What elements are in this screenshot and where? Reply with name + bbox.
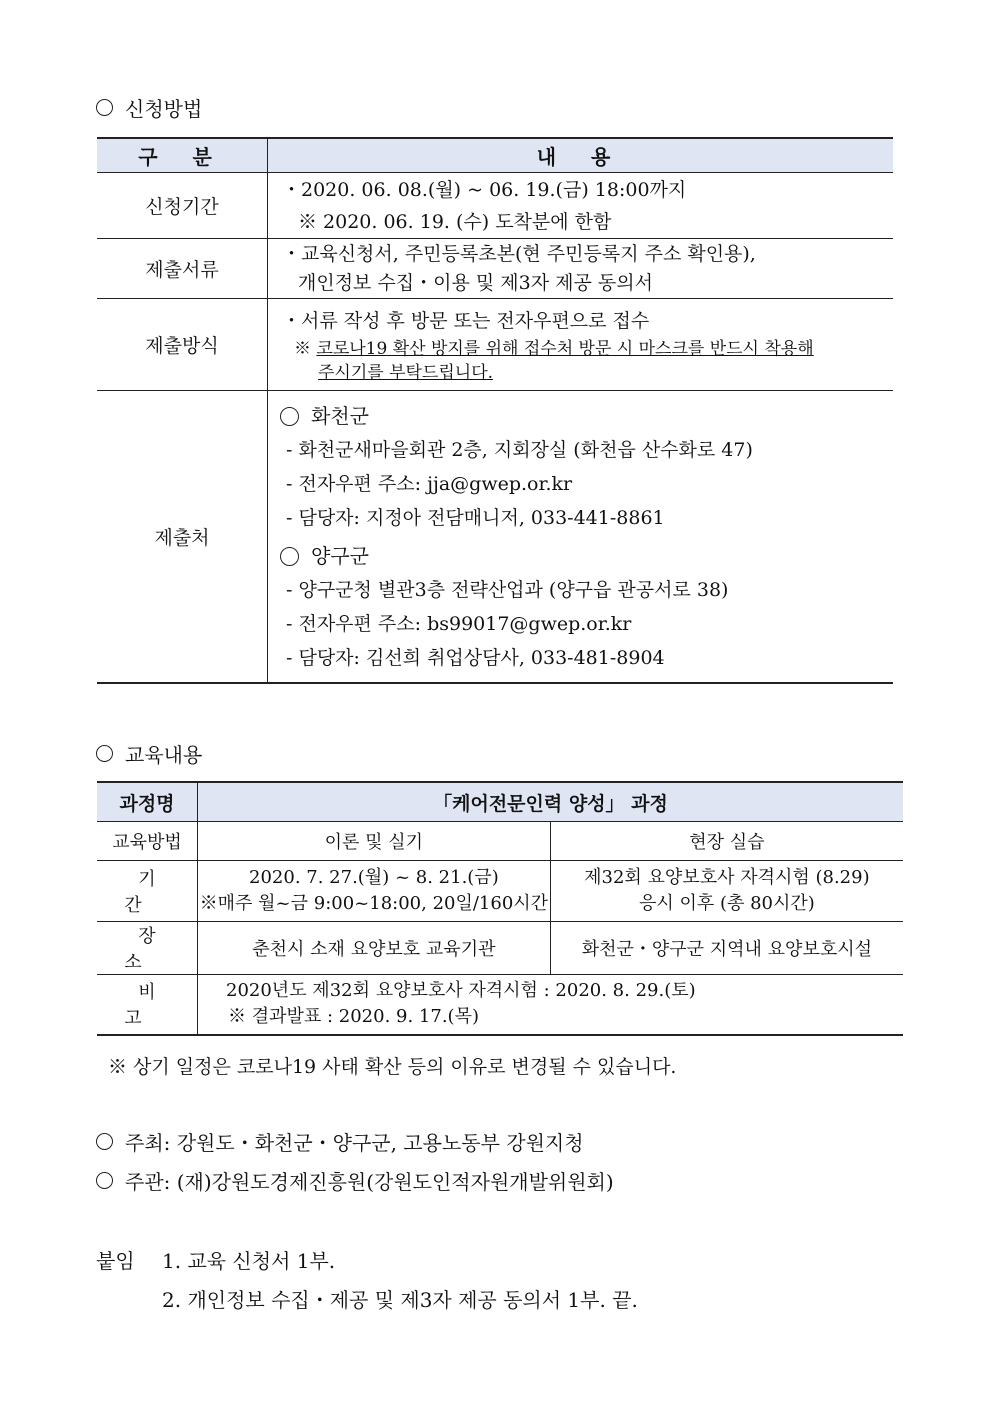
education-table bbox=[97, 781, 903, 1036]
organizer-line bbox=[96, 1166, 614, 1195]
place-theory: 춘천시 소재 요양보호 교육기관 bbox=[198, 922, 551, 975]
destination-line: - 화천군새마을회관 2층, 지회장실 (화천읍 산수화로 47) bbox=[286, 439, 753, 462]
table-row bbox=[97, 822, 903, 861]
row-label: 비 고 bbox=[97, 975, 198, 1035]
destination-email: - 전자우편 주소: jja@gwep.or.kr bbox=[286, 473, 573, 496]
table-row bbox=[97, 975, 903, 1035]
period-note: ※ 2020. 06. 19. (수) 도착분에 한함 bbox=[298, 210, 612, 233]
method-theory: 이론 및 실기 bbox=[198, 822, 551, 861]
period-line: ・2020. 06. 08.(월) ~ 06. 19.(금) 18:00까지 bbox=[282, 178, 687, 201]
method-field: 현장 실습 bbox=[550, 822, 903, 861]
place-field: 화천군・양구군 지역내 요양보호시설 bbox=[550, 922, 903, 975]
circle-bullet-icon bbox=[96, 745, 113, 762]
schedule-footnote: ※ 상기 일정은 코로나19 사태 확산 등의 이유로 변경될 수 있습니다. bbox=[108, 1056, 677, 1078]
attachment-item: 2. 개인정보 수집・제공 및 제3자 제공 동의서 1부. 끝. bbox=[162, 1288, 638, 1312]
host-line bbox=[96, 1127, 584, 1156]
course-label: 과정명 bbox=[97, 782, 198, 822]
row-label: 신청기간 bbox=[97, 173, 268, 239]
remark: 2020년도 제32회 요양보호사 자격시험 : 2020. 8. 29.(토) ※ 결과발표 : 2020. 9. 17.(목) bbox=[198, 975, 904, 1035]
destination-contact: - 담당자: 지정아 전담매니저, 033-441-8861 bbox=[286, 507, 665, 530]
note-text: 주시기를 부탁드립니다. bbox=[318, 362, 494, 383]
header-content: 내 용 bbox=[268, 138, 894, 173]
docs-line: ・교육신청서, 주민등록초본(현 주민등록지 주소 확인용), bbox=[282, 242, 756, 265]
destination-email: - 전자우편 주소: bs99017@gwep.or.kr bbox=[286, 613, 632, 636]
note-mark: ※ bbox=[294, 338, 311, 359]
circle-bullet-icon bbox=[96, 1172, 113, 1189]
method-line: ・서류 작성 후 방문 또는 전자우편으로 접수 bbox=[282, 309, 650, 332]
destination-title: 화천군 bbox=[311, 404, 369, 429]
table-row bbox=[97, 782, 903, 822]
section-title: 신청방법 bbox=[125, 97, 203, 121]
table-row bbox=[97, 239, 893, 299]
circle-bullet-icon bbox=[96, 1133, 113, 1150]
course-name: 「케어전문인력 양성」 과정 bbox=[198, 782, 904, 822]
row-label: 제출처 bbox=[97, 391, 268, 683]
destination-line: - 양구군청 별관3층 전략산업과 (양구읍 관공서로 38) bbox=[286, 579, 729, 602]
destination-title: 양구군 bbox=[311, 544, 369, 569]
table-row bbox=[97, 861, 903, 922]
circle-bullet-icon bbox=[280, 407, 299, 426]
note-text: 코로나19 확산 방지를 위해 접수처 방문 시 마스크를 반드시 착용해 bbox=[316, 338, 814, 359]
attachments-label: 붙임 bbox=[96, 1249, 135, 1273]
row-label: 장 소 bbox=[97, 922, 198, 975]
destination-yanggu bbox=[268, 539, 893, 679]
section-education-heading bbox=[96, 739, 202, 768]
docs-line: 개인정보 수집・이용 및 제3자 제공 동의서 bbox=[298, 271, 653, 294]
section-title: 교육내용 bbox=[125, 743, 203, 767]
table-row bbox=[97, 299, 893, 391]
period-field: 제32회 요양보호사 자격시험 (8.29) 응시 이후 (총 80시간) bbox=[550, 861, 903, 922]
circle-bullet-icon bbox=[280, 547, 299, 566]
destination-hwacheon bbox=[268, 393, 893, 539]
period-theory: 2020. 7. 27.(월) ~ 8. 21.(금) ※매주 월~금 9:00~18:00, 20일/160시간 bbox=[198, 861, 551, 922]
row-label: 제출서류 bbox=[97, 239, 268, 299]
table-row bbox=[97, 391, 893, 683]
section-application-heading bbox=[96, 93, 202, 122]
destination-contact: - 담당자: 김선희 취업상담사, 033-481-8904 bbox=[286, 647, 665, 670]
row-label: 제출방식 bbox=[97, 299, 268, 391]
attachment-item: 1. 교육 신청서 1부. bbox=[162, 1249, 336, 1273]
application-table bbox=[97, 137, 893, 684]
method-note bbox=[268, 337, 893, 361]
header-category: 구 분 bbox=[97, 138, 268, 173]
table-row bbox=[97, 922, 903, 975]
circle-bullet-icon bbox=[96, 99, 113, 116]
row-label: 교육방법 bbox=[97, 822, 198, 861]
table-row bbox=[97, 173, 893, 239]
row-label: 기 간 bbox=[97, 861, 198, 922]
host-text: 주최: 강원도・화천군・양구군, 고용노동부 강원지청 bbox=[125, 1131, 584, 1155]
organizer-text: 주관: (재)강원도경제진흥원(강원도인적자원개발위원회) bbox=[125, 1170, 614, 1194]
method-note-cont bbox=[268, 361, 893, 385]
